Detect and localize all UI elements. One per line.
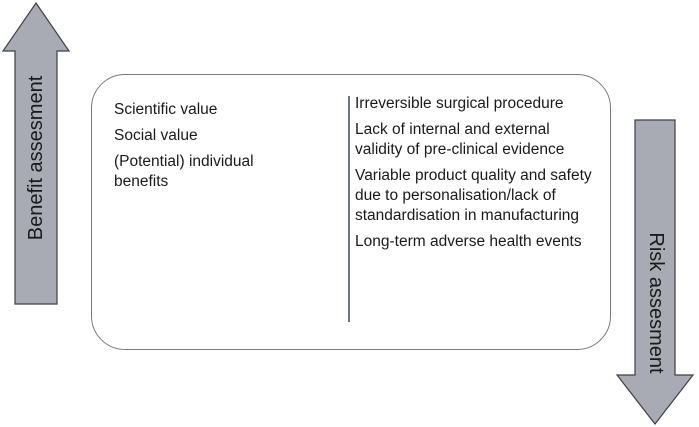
benefit-item-individual: (Potential) individual benefits [114,153,254,190]
benefit-item-scientific: Scientific value [114,101,218,118]
risk-item-long-term: Long-term adverse health events [355,233,582,250]
benefit-assessment-text: Benefit assesment [25,75,47,241]
risk-assessment-text: Risk assesment [645,232,667,374]
column-divider [348,96,350,322]
benefits-list [114,100,334,198]
risk-item-surgical: Irreversible surgical procedure [355,95,564,112]
benefit-item-social: Social value [114,127,198,144]
risk-item-validity: Lack of internal and external validity of pre-clinical evidence [355,121,565,158]
risks-list [355,94,615,258]
risk-item-quality: Variable product quality and safety due to personalisation/lack of standardisation in manufacturing [355,167,592,224]
